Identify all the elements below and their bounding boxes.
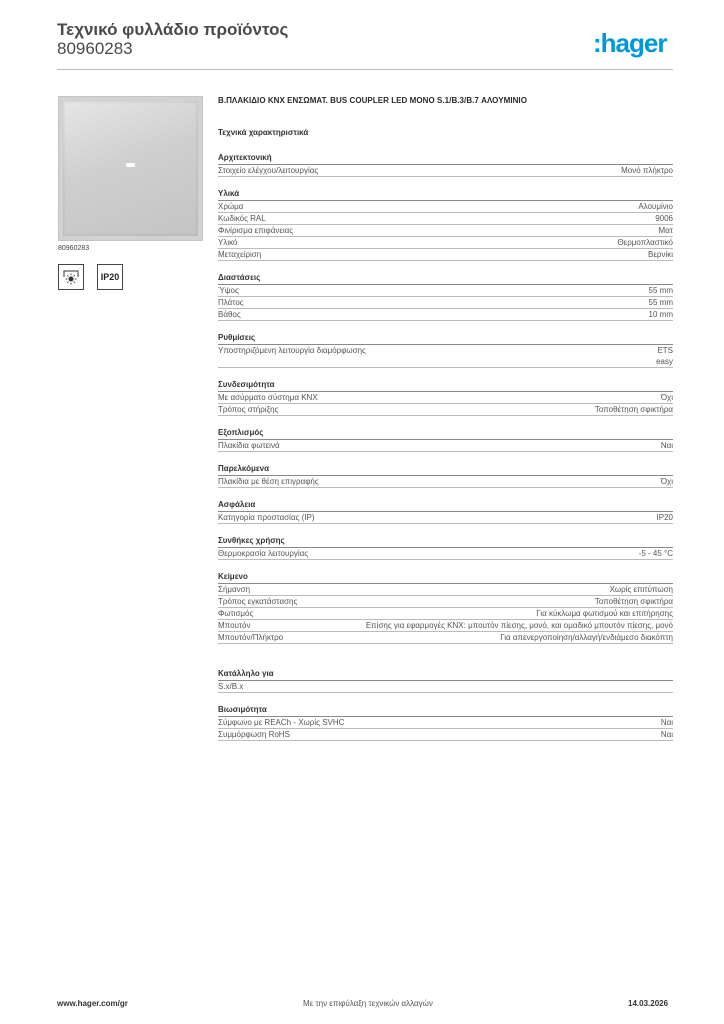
spec-section [218,668,673,693]
spec-row [218,392,673,404]
spec-row [218,165,673,177]
spec-section [218,704,673,741]
footer-website[interactable]: www.hager.com/gr [57,999,128,1008]
spec-label: Στοιχείο ελέγχου/λειτουργίας [218,166,319,175]
spec-row [218,309,673,321]
svg-text::hager: :hager [593,28,667,58]
section-gap [218,416,673,427]
spec-row [218,404,673,416]
spec-label: Κατηγορία προστασίας (IP) [218,513,315,522]
spec-value: 9006 [655,214,673,223]
section-heading: Αρχιτεκτονική [218,152,673,165]
spec-label: Υλικό [218,238,238,247]
section-gap [218,261,673,272]
spec-value: Ναι [660,441,673,450]
indoor-light-icon [58,264,84,290]
spec-label: Χρώμα [218,202,244,211]
spec-row [218,608,673,620]
spec-label: Πλακίδια φωτεινά [218,441,280,450]
spec-sections [218,152,673,644]
spec-row [218,213,673,225]
spec-row [218,632,673,644]
section-gap [218,693,673,704]
spec-label: Υποστηριζόμενη λειτουργία διαμόρφωσης [218,346,366,355]
spec-section [218,427,673,452]
spec-label: Φωτισμός [218,609,254,618]
spec-value: Ματ [658,226,673,235]
switch-plate-face [63,101,198,236]
spec-value: Βερνίκι [647,250,673,259]
spec-row [218,440,673,452]
section-heading: Συνδεσιμότητα [218,379,673,392]
spec-value: Ναι [660,718,673,727]
section-gap [218,452,673,463]
spec-row [218,297,673,309]
spec-label: Πλάτος [218,298,244,307]
spec-label: Φινίρισμα επιφάνειας [218,226,294,235]
spec-row [218,345,673,368]
spec-value: Για κύκλωμα φωτισμού και επιτήρησης [536,609,673,618]
spec-section [218,535,673,560]
section-heading: Ρυθμίσεις [218,332,673,345]
spec-row [218,225,673,237]
spec-label: Σήμανση [218,585,251,594]
spec-value: Μονό πλήκτρο [621,166,673,175]
section-gap [218,560,673,571]
spec-label: Τρόπος εγκατάστασης [218,597,298,606]
spacer [218,644,673,668]
spec-section [218,571,673,644]
spec-section [218,188,673,261]
spec-label: Μεταχείριση [218,250,262,259]
spec-value: Θερμοπλαστικό [617,238,673,247]
spec-value: Τοποθέτηση σφικτήρα [594,405,673,414]
section-gap [218,488,673,499]
spec-label: Θερμοκρασία λειτουργίας [218,549,309,558]
section-gap [218,368,673,379]
document-title: Τεχνικό φυλλάδιο προϊόντος [57,20,289,39]
spec-value: ETS easy [656,346,673,366]
spec-content [218,95,673,741]
spec-section [218,332,673,368]
spec-row [218,201,673,213]
spec-value: Επίσης για εφαρμογές KNX: μπουτόν πίεσης, μονό, και ομαδικό μπουτόν πίεσης, μονό [365,621,673,630]
spec-row [218,512,673,524]
spec-row [218,476,673,488]
spec-label: Ύψος [218,286,239,295]
product-image [58,96,203,241]
section-heading: Συνθήκες χρήσης [218,535,673,548]
section-heading: Εξοπλισμός [218,427,673,440]
spec-value: IP20 [656,513,673,522]
section-heading: Παρελκόμενα [218,463,673,476]
spec-section [218,379,673,416]
section-heading: Κατάλληλο για [218,668,673,681]
spec-label: Συμμόρφωση RoHS [218,730,290,739]
spec-label: Βάθος [218,310,241,319]
section-heading: Υλικά [218,188,673,201]
section-heading: Διαστάσεις [218,272,673,285]
spec-label: Κωδικός RAL [218,214,266,223]
product-image-code: 80960283 [58,245,90,252]
spec-row [218,285,673,297]
spec-label: Σύμφωνο με REACh - Χωρίς SVHC [218,718,345,727]
spec-value: Ναι [660,730,673,739]
spec-value: Όχι [660,477,673,486]
ip-rating-badge: IP20 [97,264,123,290]
spec-value: -5 - 45 °C [638,549,673,558]
spec-row [218,717,673,729]
spec-row [218,237,673,249]
spec-value: 55 mm [648,286,673,295]
spec-label: Μπουτόν [218,621,251,630]
spec-label: Πλακίδια με θέση επιγραφής [218,477,319,486]
hager-logo [593,28,675,58]
section-heading: Ασφάλεια [218,499,673,512]
spec-row [218,584,673,596]
spec-section [218,499,673,524]
spec-value: Αλουμίνιο [638,202,673,211]
product-code: 80960283 [57,39,133,58]
spec-label: Με ασύρματο σύστημα KNX [218,393,318,402]
led-indicator [126,163,135,167]
extra-spec-sections [218,668,673,741]
spec-value: Χωρίς επιτύπωση [609,585,673,594]
section-gap [218,524,673,535]
footer-date: 14.03.2026 [628,999,669,1008]
footer-disclaimer: Με την επιφύλαξη τεχνικών αλλαγών [303,999,433,1008]
section-heading: Βιωσιμότητα [218,704,673,717]
spec-row [218,249,673,261]
product-title: Β.ΠΛΑΚΙΔΙΟ KNX ΕΝΣΩΜΑΤ. BUS COUPLER LED MONO S.1/B.3/B.7 ΑΛΟΥΜΙΝΙΟ [218,96,527,105]
spec-value: 10 mm [648,310,673,319]
spec-value: Τοποθέτηση σφικτήρα [594,597,673,606]
header-divider [57,69,673,70]
spec-value: 55 mm [648,298,673,307]
spec-section [218,152,673,177]
spec-section [218,463,673,488]
spec-label: Τρόπος στήριξης [218,405,279,414]
spec-row [218,548,673,560]
spec-row [218,596,673,608]
section-gap [218,321,673,332]
spec-label: Μπουτόν/Πλήκτρο [218,633,284,642]
section-heading: Κείμενο [218,571,673,584]
spec-value: Για απενεργοποίηση/αλλαγή/ενδιάμεσο διακόπτη [500,633,673,642]
spec-row [218,620,673,632]
tech-heading: Τεχνικά χαρακτηριστικά [218,128,309,137]
spec-row [218,729,673,741]
section-gap [218,177,673,188]
spec-section [218,272,673,321]
spec-value: Όχι [660,393,673,402]
spec-row [218,681,673,693]
spec-label: S.x/B.x [218,682,244,691]
